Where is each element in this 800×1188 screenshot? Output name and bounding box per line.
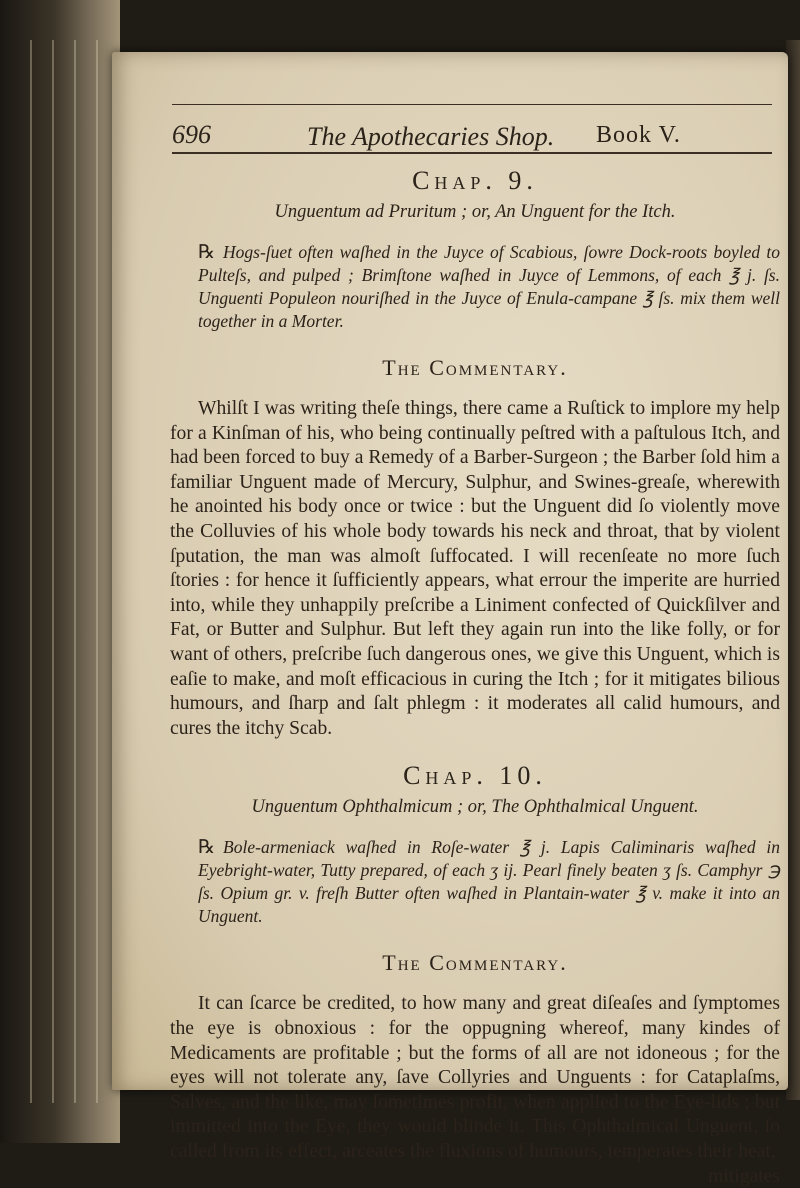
chapter-10 bbox=[170, 761, 780, 1188]
book-gutter bbox=[0, 0, 120, 1143]
page-header bbox=[172, 112, 772, 156]
commentary-text: Whilſt I was writing theſe things, there came a Ruſtick to implore my help for a Kinſman of his, who being continually peſtred with a paſtulous Itch, and had been forced to buy a Remedy of a Barber-Surgeon ; the Barber ſold him a familiar Unguent made of Mercury, Sulphur, and Swines-greaſe, wherewith he anointed his body once or twice : but the Unguent did ſo violently move the Colluvies of his whole body towards his neck and throat, that by violent ſputation, the man was almoſt ſuffocated. I will recenſeate no more ſuch ſtories : for hence it ſufficiently appears, what errour the imperite are hurried into, while they unhappily preſcribe a Liniment confected of Quickſilver and Fat, or Butter and Sulphur. But left they again run into the like folly, or for want of others, preſcribe ſuch dangerous ones, we give this Unguent, which is eaſie to make, and moſt efficacious in curing the Itch ; for it mitigates bilious humours, and ſharp and ſalt phlegm : it moderates all calid humours, and cures the itchy Scab. bbox=[170, 398, 780, 739]
chapter-label: Chap. 10. bbox=[403, 761, 547, 791]
page-body bbox=[170, 160, 780, 1188]
chapter-heading: Unguentum ad Pruritum ; or, An Unguent for the Itch. bbox=[274, 202, 676, 222]
recipe-text: Bole-armeniack waſhed in Roſe-water ℥ j. Lapis Caliminaris waſhed in Eyebright-water, Tutty prepared, of each ʒ ij. Pearl finely beaten ʒ ſs. Camphyr ℈ ſs. Opium gr. v. freſh Butter often waſhed in Plantain-water ℥ v. make it into an Unguent. bbox=[198, 837, 780, 927]
commentary-text: It can ſcarce be credited, to how many and great diſeaſes and ſymptomes the eye is obnoxious : for the oppugning whereof, many kindes of Medicaments are profitable ; but the forms of all are not idoneous ; for the eyes will not tolerate any, ſave Collyries and Unguents : for Cataplaſms, Salves, and the like, may ſometimes profit, when applied to the Eye-lids ; but immitted into the Eye, they would blinde it. This Ophthalmical Unguent, ſo called from its effect, arceates the fluxions of humours, temperates their heat, bbox=[170, 993, 780, 1162]
book-page bbox=[112, 52, 788, 1188]
commentary-title: The Commentary. bbox=[382, 355, 568, 380]
running-title: The Apothecaries Shop. bbox=[307, 122, 555, 151]
book-label: Book V. bbox=[596, 122, 681, 148]
page-edge-line bbox=[74, 40, 76, 1103]
header-rule-bottom bbox=[172, 152, 772, 154]
recipe bbox=[198, 241, 780, 333]
chapter-heading: Unguentum Ophthalmicum ; or, The Ophthalmical Unguent. bbox=[251, 797, 699, 818]
book-fore-edge bbox=[786, 40, 800, 1100]
recipe-symbol: ℞ bbox=[198, 837, 216, 859]
recipe bbox=[198, 836, 780, 928]
page-edge-line bbox=[52, 40, 54, 1103]
page-edge-line bbox=[30, 40, 32, 1103]
page-number: 696 bbox=[172, 120, 211, 149]
commentary-title: The Commentary. bbox=[382, 950, 568, 976]
page-edge-line bbox=[96, 40, 98, 1103]
catchword: mitigates bbox=[708, 1166, 780, 1188]
recipe-text: Hogs-ſuet often waſhed in the Juyce of Scabious, ſowre Dock-roots boyled to Pulteſs, and pulped ; Brimſtone waſhed in Juyce of Lemmons, of each ℥ j. ſs. Unguenti Populeon nouriſhed in the Juyce of Enula-campane ℥ ſs. mix them well together in a Morter. bbox=[198, 242, 780, 331]
chapter-label: Chap. 9. bbox=[412, 166, 538, 195]
chapter-9 bbox=[170, 166, 780, 741]
header-rule-top bbox=[172, 104, 772, 105]
recipe-symbol: ℞ bbox=[198, 242, 216, 263]
